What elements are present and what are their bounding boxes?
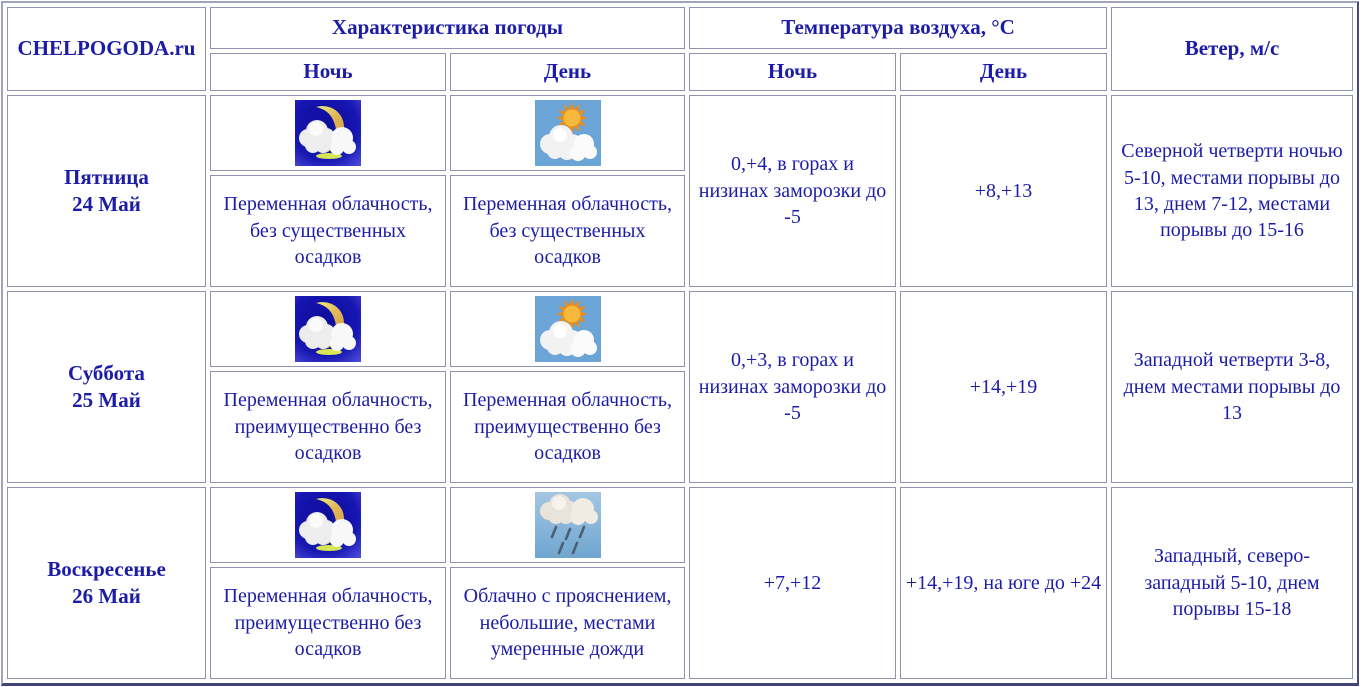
night-weather-icon-box [210, 487, 446, 563]
night-weather-icon-box [210, 95, 446, 171]
temp-day-cell: +14,+19, на юге до +24 [900, 487, 1107, 679]
day-weather-icon-box [450, 95, 685, 171]
site-logo: CHELPOGODA.ru [7, 7, 206, 91]
day-date: 26 Май [72, 584, 141, 608]
temp-night-cell: +7,+12 [689, 487, 896, 679]
day-cell [7, 487, 206, 679]
day-name: Воскресенье [47, 556, 166, 581]
day-weather-icon-box [450, 487, 685, 563]
day-date: 24 Май [72, 192, 141, 216]
header-temp-day: День [900, 53, 1107, 91]
night-weather-cell [210, 95, 446, 287]
moon-clouds-icon [295, 492, 361, 558]
forecast-table [1, 1, 1359, 686]
header-wind: Ветер, м/с [1111, 7, 1353, 91]
day-cell [7, 95, 206, 287]
header-weather-group: Характеристика погоды [210, 7, 685, 49]
day-weather-cell [450, 487, 685, 679]
header-weather-day: День [450, 53, 685, 91]
forecast-row-sunday [7, 487, 1353, 679]
day-weather-icon-box [450, 291, 685, 367]
forecast-row-friday [7, 95, 1353, 287]
wind-cell: Западный, северо-западный 5-10, днем порывы 15-18 [1111, 487, 1353, 679]
sun-clouds-icon [535, 296, 601, 362]
wind-cell: Западной четверти 3-8, днем местами порывы до 13 [1111, 291, 1353, 483]
day-weather-cell [450, 95, 685, 287]
header-temperature-group: Температура воздуха, °C [689, 7, 1107, 49]
moon-clouds-icon [295, 100, 361, 166]
night-weather-cell [210, 487, 446, 679]
header-temp-night: Ночь [689, 53, 896, 91]
header-weather-night: Ночь [210, 53, 446, 91]
night-weather-icon-box [210, 291, 446, 367]
night-weather-description: Переменная облачность, без существенных осадков [210, 175, 446, 287]
moon-clouds-icon [295, 296, 361, 362]
night-weather-description: Переменная облачность, преимущественно без осадков [210, 371, 446, 483]
temp-day-cell: +14,+19 [900, 291, 1107, 483]
header-row-groups [7, 7, 1353, 49]
temp-night-cell: 0,+3, в горах и низинах заморозки до -5 [689, 291, 896, 483]
wind-cell: Северной четверти ночью 5-10, местами порывы до 13, днем 7-12, местами порывы до 15-16 [1111, 95, 1353, 287]
day-weather-description: Облачно с прояснением, небольшие, местами умеренные дожди [450, 567, 685, 679]
day-name: Пятница [64, 164, 149, 189]
day-weather-description: Переменная облачность, преимущественно без осадков [450, 371, 685, 483]
day-weather-cell [450, 291, 685, 483]
night-weather-description: Переменная облачность, преимущественно без осадков [210, 567, 446, 679]
night-weather-cell [210, 291, 446, 483]
sun-clouds-icon [535, 100, 601, 166]
day-name: Суббота [68, 360, 145, 385]
forecast-row-saturday [7, 291, 1353, 483]
day-date: 25 Май [72, 388, 141, 412]
day-cell [7, 291, 206, 483]
rain-clouds-icon [535, 492, 601, 558]
day-weather-description: Переменная облачность, без существенных осадков [450, 175, 685, 287]
temp-day-cell: +8,+13 [900, 95, 1107, 287]
temp-night-cell: 0,+4, в горах и низинах заморозки до -5 [689, 95, 896, 287]
